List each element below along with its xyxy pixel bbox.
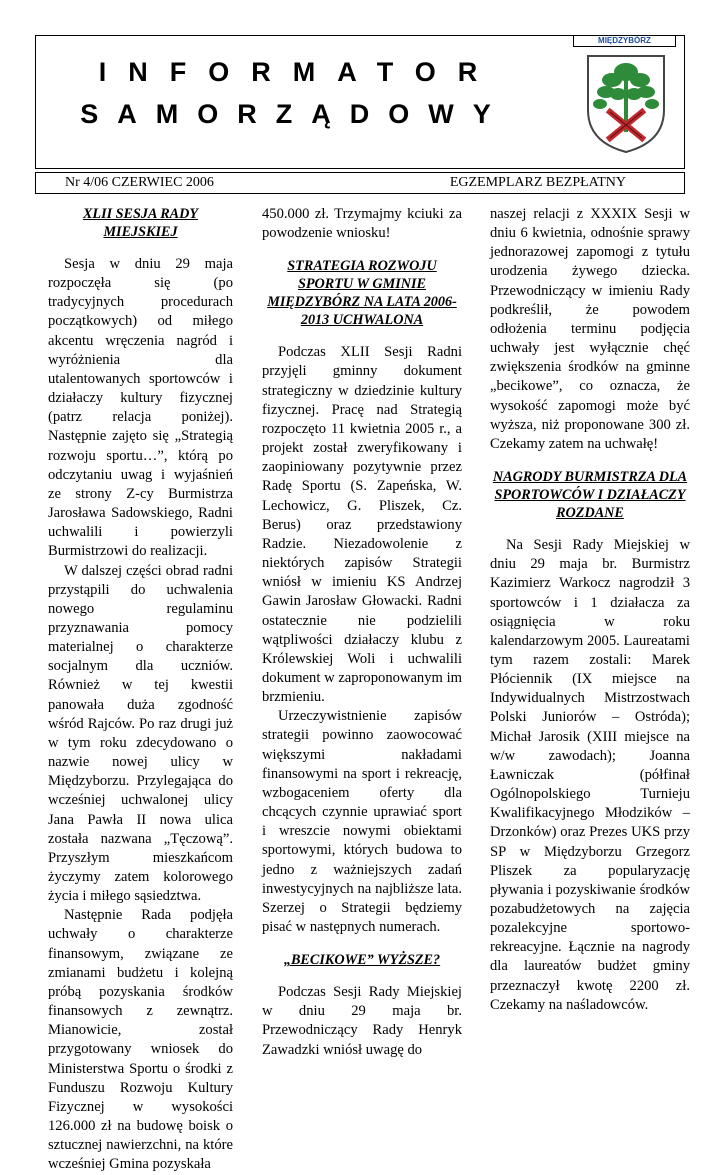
- masthead-title-line1: INFORMATOR: [98, 57, 500, 87]
- article-continuation: naszej relacji z XXXIX Sesji w dniu 6 kwietnia, odnośnie sprawy jednorazowej zapomogi z tytułu urodzenia żywego dziecka. Przewodniczący w imieniu Rady podkreślił, że powodem odłożenia terminu podjęcia uchwały jest wyłącznie chęć zwiększenia środków na gminne „becikowe”, co oznacza, że wysokość zapomogi może być wyższa, niż proponowane 300 zł. Czekamy zatem na uchwałę!: [490, 206, 690, 452]
- town-crest-icon: [584, 50, 668, 155]
- column-2: [262, 205, 462, 1060]
- article-continuation: 450.000 zł. Trzymajmy kciuki za powodzenie wniosku!: [262, 206, 462, 242]
- masthead-title-line2: SAMORZĄDOWY: [80, 99, 510, 129]
- issue-bar: [35, 172, 685, 194]
- article-paragraph: Sesja w dniu 29 maja rozpoczęła się (po tradycyjnych procedurach początkowych) od miłego akcentu wręczenia nagród i wyróżnienia dla utalentowanych sportowców i działaczy kultury fizycznej (patrz relacja poniżej). Następnie zajęto się „Strategią rozwoju sportu…”, którą po odczytaniu uwag i wyjaśnień ze strony Z-cy Burmistrza Jarosława Sadowskiego, Radni uchwalili i powierzyli Burmistrzowi do realizacji.: [48, 256, 233, 560]
- article-paragraph: Podczas XLII Sesji Radni przyjęli gminny dokument strategiczny w dziedzinie kultury fizycznej. Pracę nad Strategią rozpoczęto 11 kwietnia 2005 r., a projekt został zweryfikowany i zaopiniowany pozytywnie przez Radę Sportu (S. Zapeńska, W. Lechowicz, G. Pliszek, Cz. Berus) oraz przedstawiony Radzie. Niezadowolenie z niektórych zapisów Strategii wniósł w imieniu KS Andrzej Gawin Jarosław Głowacki. Radni ostatecznie nie podzielili wątpliwości działaczy klubu z Królewskiej Woli i uchwalili dokument w zaproponowanym im brzmieniu.: [262, 344, 462, 706]
- article-heading-strategy: STRATEGIA ROZWOJU SPORTU W GMINIE MIĘDZYBÓRZ NA LATA 2006-2013 UCHWALONA: [267, 258, 457, 329]
- article-paragraph: Następnie Rada podjęła uchwały o charakterze finansowym, związane ze zmianami budżetu i kolejną próbą pozyskania środków finansowych z zewnątrz. Mianowicie, został przygotowany wniosek do Ministerstwa Sportu o środki z Funduszu Rozwoju Kultury Fizycznej w wysokości 126.000 zł na budowę boisk o sztucznej nawierzchni, na które wcześniej Gmina pozyskała: [48, 907, 233, 1173]
- column-1: [48, 205, 233, 1175]
- article-paragraph: Urzeczywistnienie zapisów strategii powinno zaowocować większymi nakładami finansowymi na sport i rekreację, wzbogaceniem oferty dla chcących czynnie uprawiać sport i wreszcie nowymi obiektami sportowymi, których budowa to jedno z ważniejszych zadań inwestycyjnych na najbliższe lata. Szerzej o Strategii będziemy pisać w następnych numerach.: [262, 708, 462, 935]
- article-heading-awards: NAGRODY BURMISTRZA DLA SPORTOWCÓW I DZIAŁACZY ROZDANE: [492, 469, 688, 522]
- article-heading-session: XLII SESJA RADY MIEJSKIEJ: [82, 206, 199, 240]
- article-paragraph: Na Sesji Rady Miejskiej w dniu 29 maja br. Burmistrz Kazimierz Warkocz nagrodził 3 sportowców i 1 działacza za osiągnięcia w roku kalendarzowym 2005. Laureatami tym razem zostali: Marek Płóciennik (IX miejsce na Indywidualnych Mistrzostwach Polski Juniorów – Ostróda); Michał Jarosik (XIII miejsce na w/w zawodach); Joanna Ławniczak (półfinał Ogólnopolskiego Turnieju Kwalifikacyjnego Młodzików – Drzonków) oraz Prezes UKS przy SP w Międzyborzu Grzegorz Pliszek za popularyzację pływania i pozyskiwanie środków pozabudżetowych na zajęcia pozalekcyjne sportowo-rekreacyjne. Łącznie na nagrody dla laureatów budżet gminy przeznaczył kwotę 2200 zł. Czekamy na naśladowców.: [490, 537, 690, 1013]
- issue-number-date: Nr 4/06 CZERWIEC 2006: [65, 175, 214, 190]
- free-copy-label: EGZEMPLARZ BEZPŁATNY: [449, 175, 626, 190]
- column-3: [490, 205, 690, 1015]
- article-paragraph: W dalszej części obrad radni przystąpili do uchwalenia nowego regulaminu przyznawania pomocy materialnej o charakterze socjalnym dla uczniów. Również w tej kwestii panowała duża zgodność wśród Rajców. Po raz drugi już w tym roku zdecydowano o nazwie nowej ulicy w Międzyborzu. Przylegająca do wcześniej uchwalonej ulicy Jana Pawła II nowa ulica została nazwana „Tęczową”. Przyszłym mieszkańcom życzymy zatem kolorowego życia i miłego sąsiedztwa.: [48, 562, 233, 905]
- crest-label: MIĘDZYBÓRZ: [573, 35, 676, 47]
- article-paragraph: Podczas Sesji Rady Miejskiej w dniu 29 maja br. Przewodniczący Rady Henryk Zawadzki wniósł uwagę do: [262, 984, 462, 1058]
- article-heading-becikowe: „BECIKOWE” WYŻSZE?: [283, 952, 441, 969]
